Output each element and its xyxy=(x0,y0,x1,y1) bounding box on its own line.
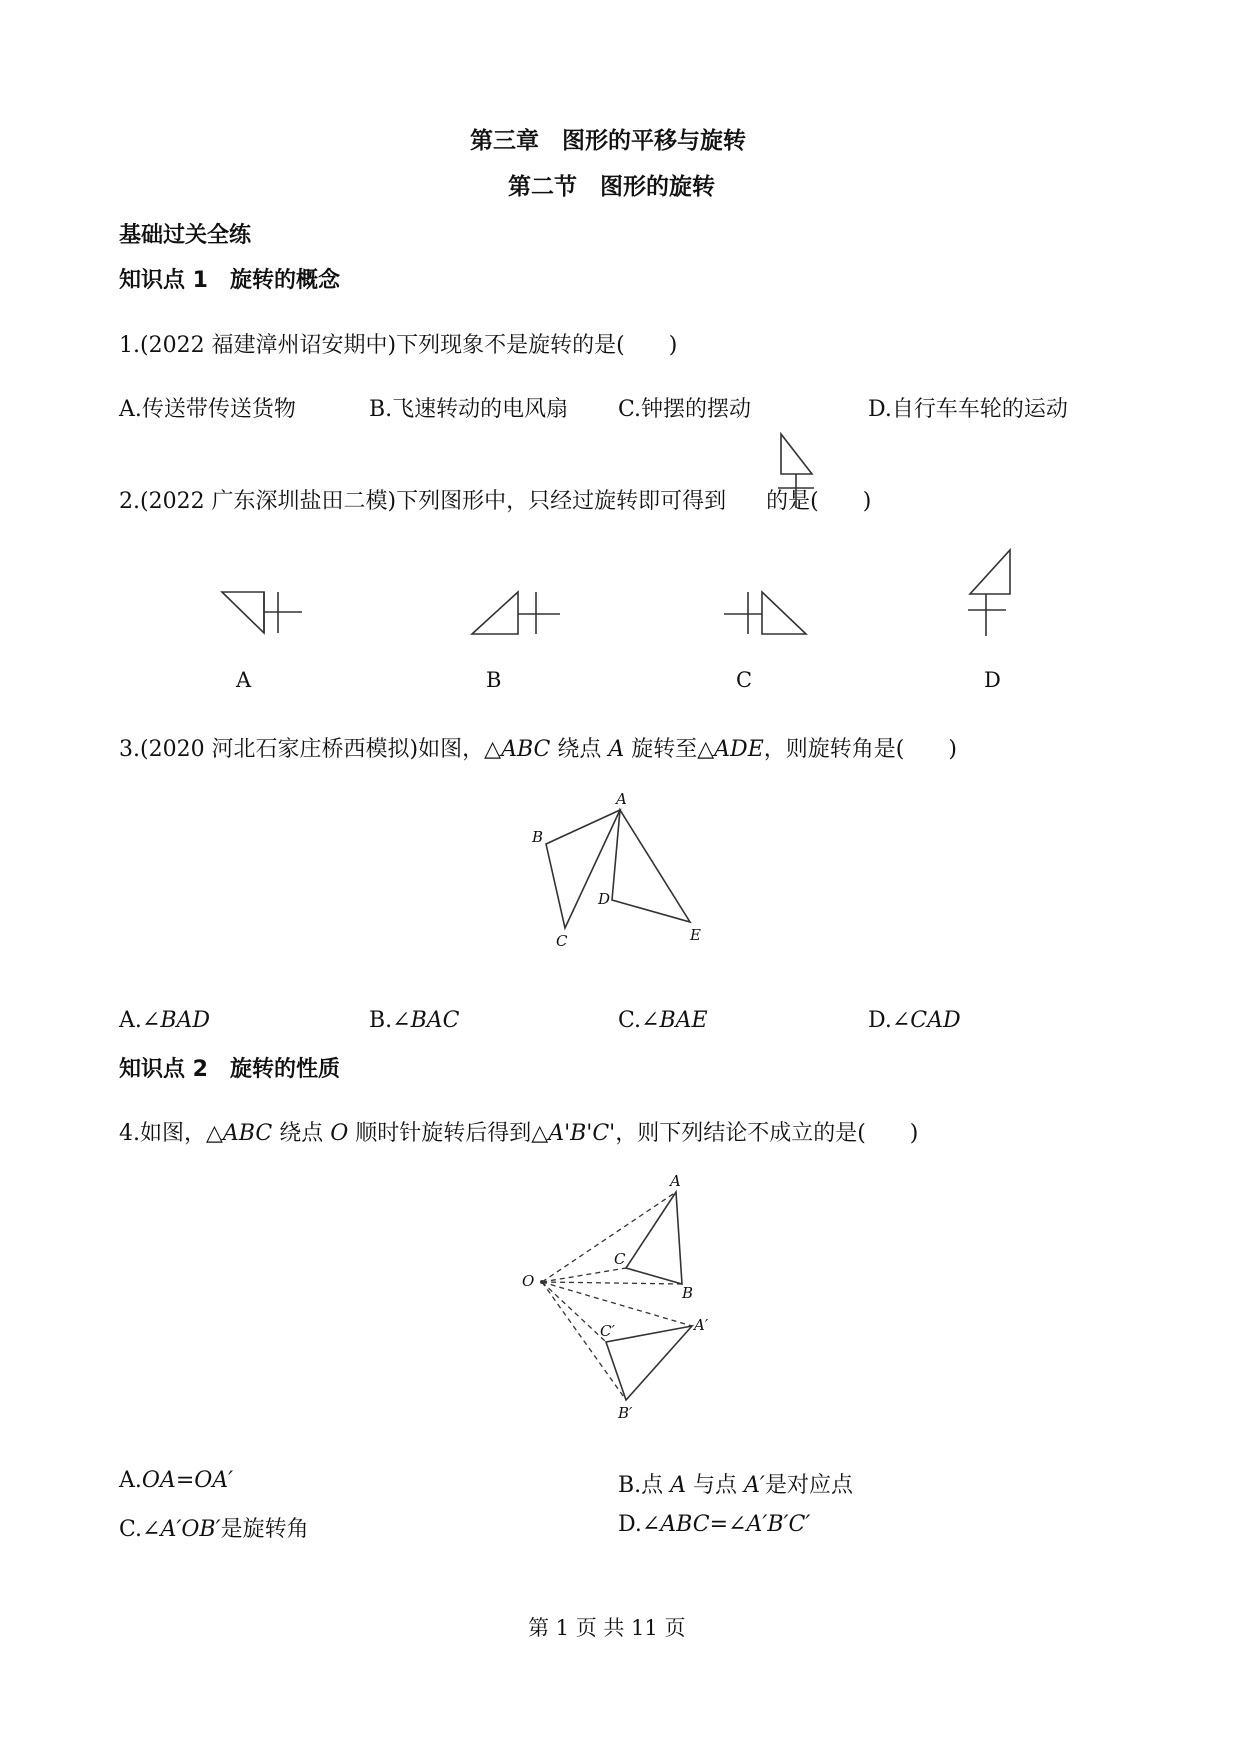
q3-option-b-name: BAC xyxy=(410,1008,460,1033)
q2-figure-d xyxy=(966,548,1016,638)
q3-option-c-prefix: C.∠ xyxy=(618,1008,660,1033)
q3-stem-mid2: 旋转至△ xyxy=(624,737,715,762)
page-footer: 第 1 页 共 11 页 xyxy=(528,1616,686,1640)
q4-stem-mid1: 绕点 xyxy=(272,1121,331,1146)
q4-option-d-math2: A′B′C′ xyxy=(746,1512,811,1537)
q3-option-c-name: BAE xyxy=(659,1008,708,1033)
q4-label-b: B xyxy=(682,1284,694,1302)
q4-option-a xyxy=(119,1468,233,1493)
q4-label-b-prime: B′ xyxy=(618,1404,633,1422)
question-1-stem: 1.(2022 福建漳州诏安期中)下列现象不是旋转的是( ) xyxy=(119,333,678,358)
q1-option-c: C.钟摆的摆动 xyxy=(618,397,752,422)
q3-stem-suffix: ，则旋转角是( ) xyxy=(763,737,957,762)
part-heading: 基础过关全练 xyxy=(119,223,252,248)
q2-stem-after: 的是( ) xyxy=(766,489,872,514)
q3-label-c: C xyxy=(556,932,568,950)
q4-option-b-math: A xyxy=(670,1473,687,1498)
q2-figure-b xyxy=(470,590,562,636)
q3-stem-prefix: 3.(2020 河北石家庄桥西模拟)如图，△ xyxy=(119,737,502,762)
q4-option-b-mid: 与点 xyxy=(686,1473,745,1498)
q4-stem-prefix: 4.如图，△ xyxy=(119,1121,223,1146)
q3-stem-a: A xyxy=(608,737,625,762)
q2-label-a: A xyxy=(236,668,252,692)
q4-option-c-suffix: 是旋转角 xyxy=(220,1517,309,1542)
q4-label-a-prime: A′ xyxy=(694,1316,709,1334)
q3-label-e: E xyxy=(690,926,701,944)
q2-stem-before: 2.(2022 广东深圳盐田二模)下列图形中，只经过旋转即可得到 xyxy=(119,489,727,514)
q4-figure xyxy=(520,1170,730,1420)
q4-option-c-math: A′OB′ xyxy=(160,1517,221,1542)
q3-option-d-prefix: D.∠ xyxy=(868,1008,911,1033)
question-2-stem xyxy=(119,484,871,515)
chapter-title: 第三章 图形的平移与旋转 xyxy=(470,128,746,154)
q4-label-c: C xyxy=(614,1250,626,1268)
q3-stem-ade: ADE xyxy=(714,737,764,762)
section-title: 第二节 图形的旋转 xyxy=(508,174,715,200)
q2-label-c: C xyxy=(736,668,753,692)
q4-label-a: A xyxy=(670,1172,681,1190)
q4-label-c-prime: C′ xyxy=(600,1322,615,1340)
q4-stem-mid2: 顺时针旋转后得到△ xyxy=(348,1121,549,1146)
q4-stem-abc: ABC xyxy=(222,1121,273,1146)
q4-stem-o: O xyxy=(330,1121,349,1146)
q3-option-a-name: BAD xyxy=(160,1008,211,1033)
q4-option-d-mid: =∠ xyxy=(709,1512,747,1537)
q4-option-d xyxy=(618,1512,810,1537)
q1-option-a: A.传送带传送货物 xyxy=(119,397,296,422)
q2-target-figure xyxy=(776,432,816,508)
q3-stem-mid1: 绕点 xyxy=(550,737,609,762)
question-4-stem xyxy=(119,1116,918,1147)
q4-option-b xyxy=(618,1468,853,1499)
q3-option-d xyxy=(868,1008,961,1033)
question-3-stem xyxy=(119,732,957,763)
q4-stem-prime: A'B'C' xyxy=(548,1121,616,1146)
q3-option-b xyxy=(369,1008,459,1033)
q3-option-a xyxy=(119,1008,210,1033)
q4-option-b-math2: A′ xyxy=(744,1473,765,1498)
q4-option-d-math: ABC xyxy=(660,1512,710,1537)
q4-option-d-prefix: D.∠ xyxy=(618,1512,661,1537)
q2-label-b: B xyxy=(486,668,502,692)
q4-label-o: O xyxy=(522,1272,535,1290)
q4-option-c xyxy=(119,1512,309,1543)
q1-option-d: D.自行车车轮的运动 xyxy=(868,397,1068,422)
q3-option-d-name: CAD xyxy=(910,1008,961,1033)
q4-option-c-prefix: C.∠ xyxy=(119,1517,161,1542)
q2-figure-c xyxy=(722,590,810,636)
q4-option-b-suffix: 是对应点 xyxy=(764,1473,853,1498)
q3-label-b: B xyxy=(532,828,544,846)
q3-option-a-prefix: A.∠ xyxy=(119,1008,161,1033)
q3-option-b-prefix: B.∠ xyxy=(369,1008,411,1033)
q3-figure xyxy=(520,786,720,956)
q4-option-a-prefix: A. xyxy=(119,1468,142,1493)
q3-stem-abc: ABC xyxy=(501,737,551,762)
knowledge-point-1: 知识点 1 旋转的概念 xyxy=(119,268,340,293)
q3-option-c xyxy=(618,1008,708,1033)
knowledge-point-2: 知识点 2 旋转的性质 xyxy=(119,1057,340,1082)
q3-label-d: D xyxy=(598,890,611,908)
q2-label-d: D xyxy=(984,668,1001,692)
q2-figure-a xyxy=(220,590,304,636)
q4-stem-suffix: ，则下列结论不成立的是( ) xyxy=(615,1121,919,1146)
q4-option-b-prefix: B.点 xyxy=(618,1473,671,1498)
q4-option-a-math: OA=OA′ xyxy=(141,1468,234,1493)
q3-label-a: A xyxy=(616,790,627,808)
q1-option-b: B.飞速转动的电风扇 xyxy=(369,397,569,422)
